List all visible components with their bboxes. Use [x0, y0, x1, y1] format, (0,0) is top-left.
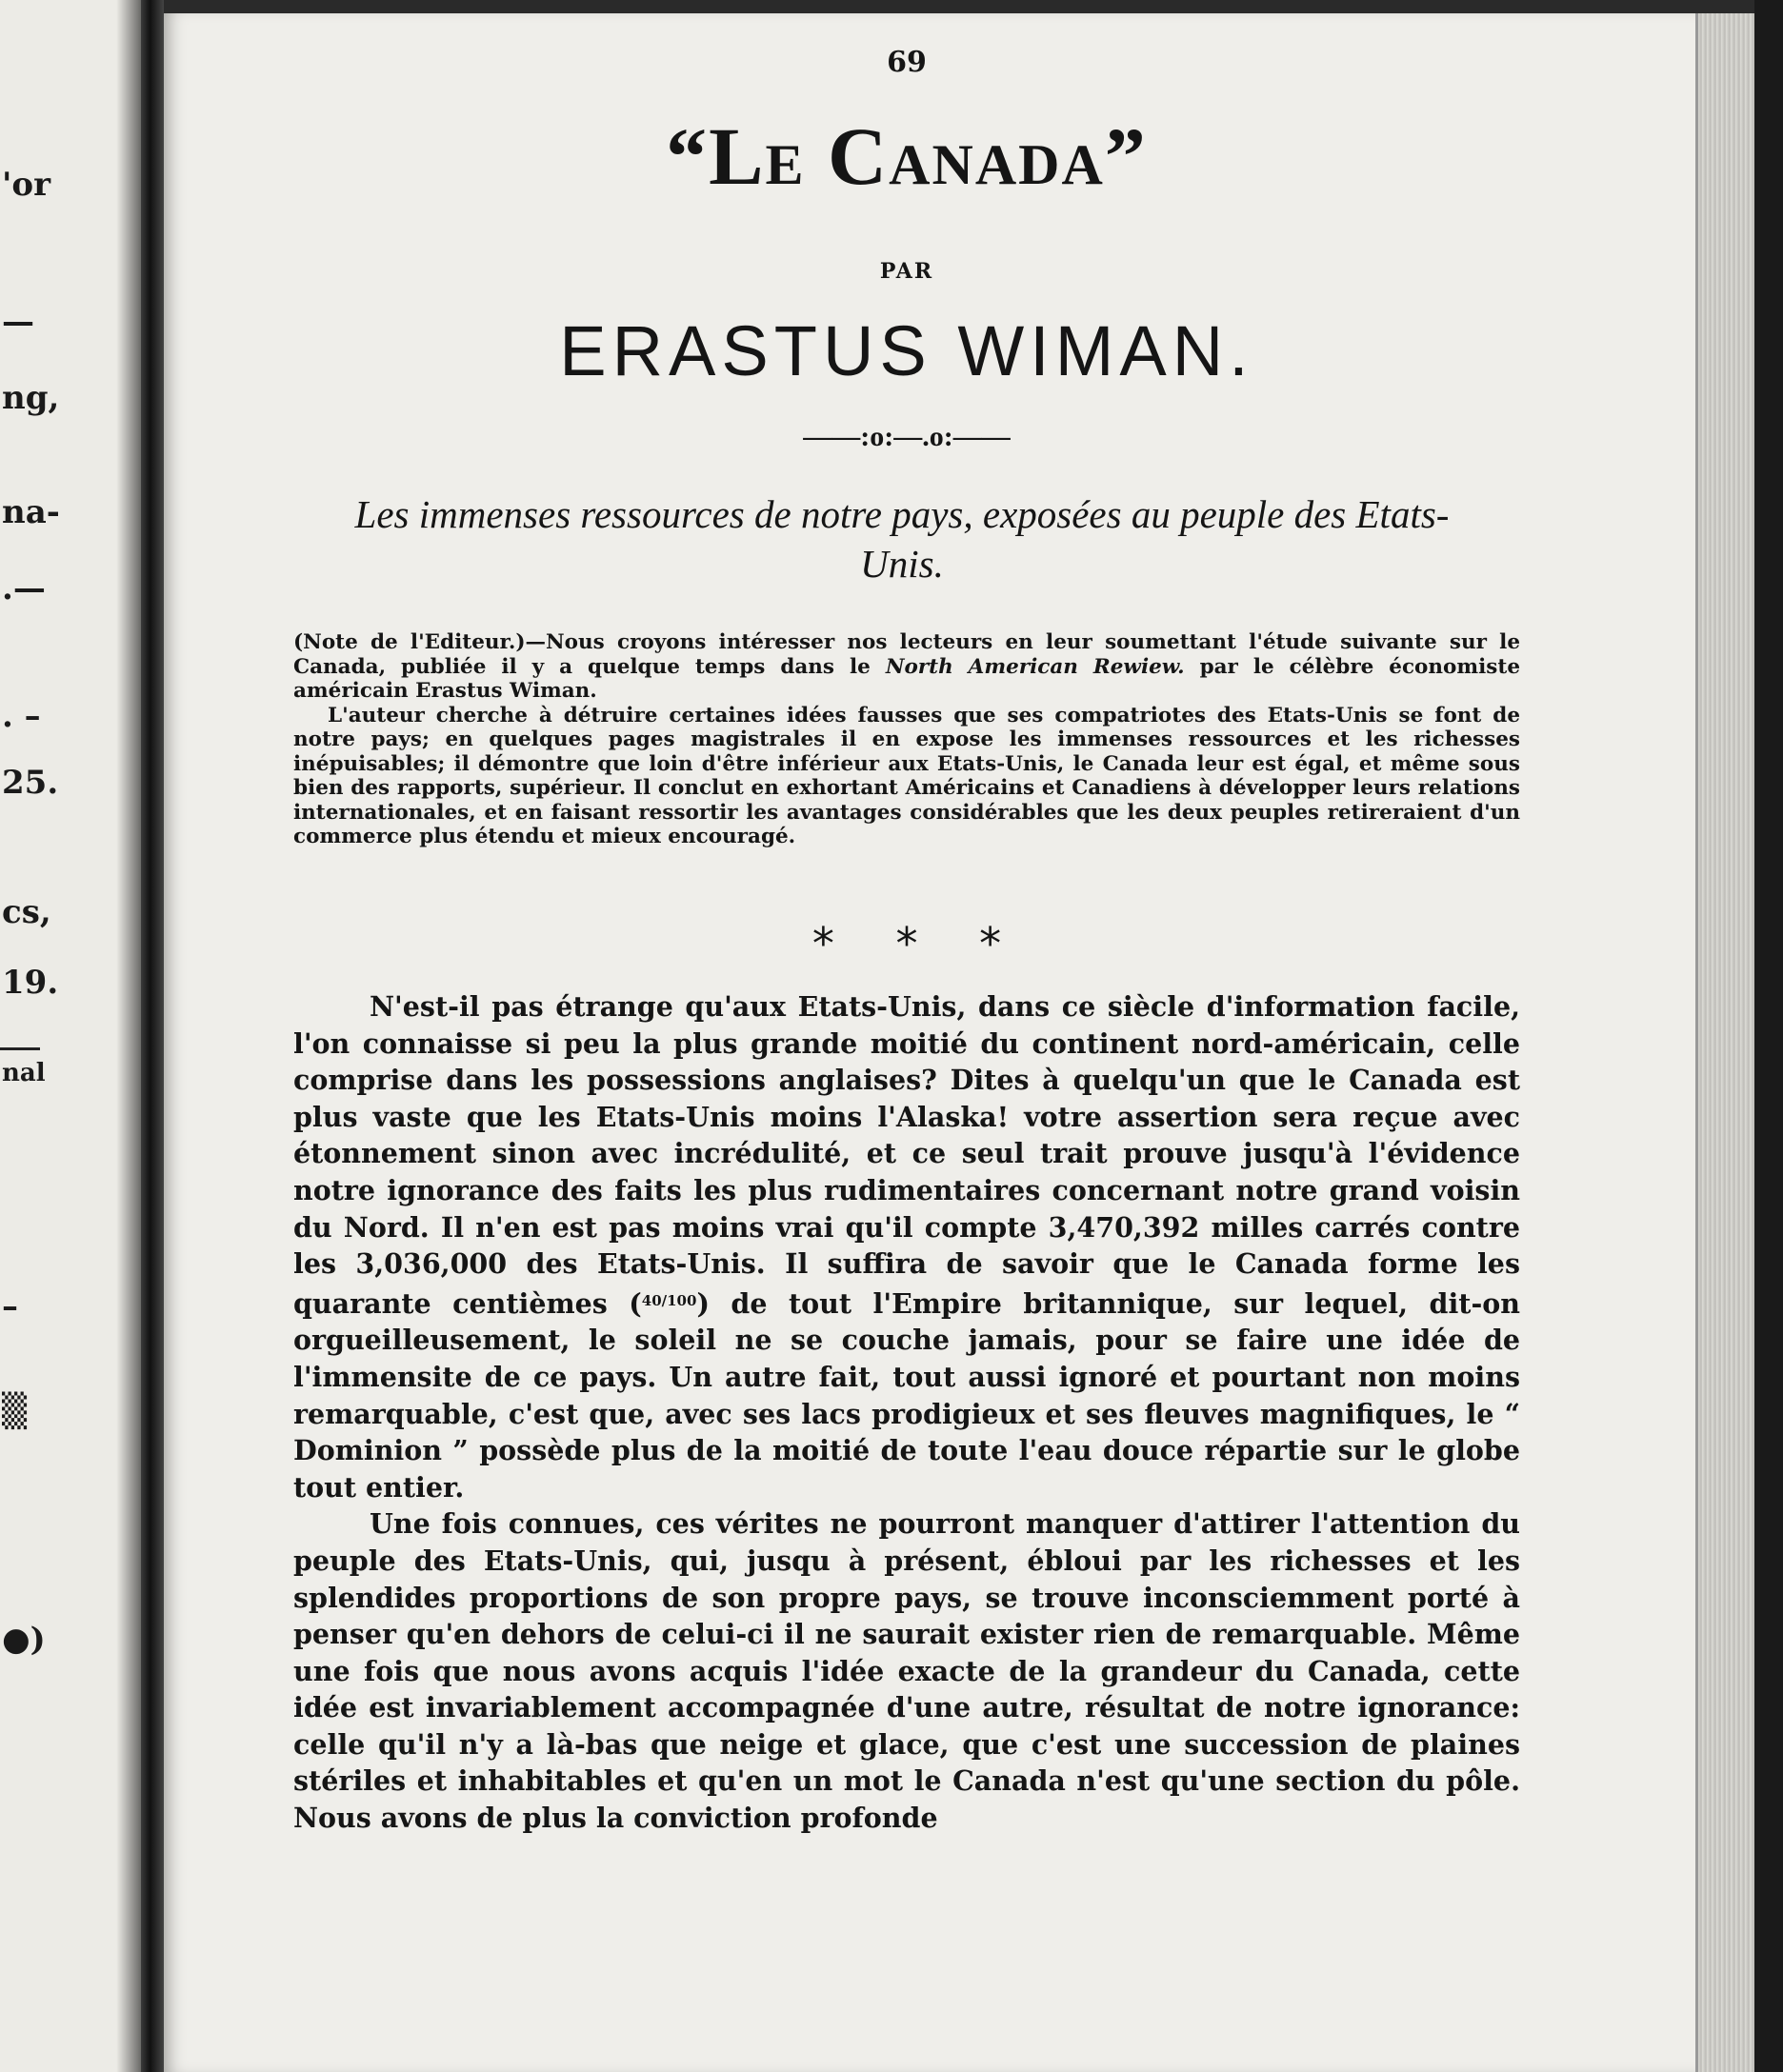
article-title: “Le Canada” — [666, 110, 1148, 202]
author-name: ERASTUS WIMAN. — [559, 311, 1254, 390]
gutter-shadow — [116, 0, 141, 2072]
editor-note-lead: (Note de l'Editeur.)—Nous croyons intéresser nos lecteurs en leur soumettant l'étude suivante sur le Canada, publiée il y a quelque temps dans le — [293, 630, 1520, 679]
page-number: 69 — [887, 46, 927, 79]
fraction: 40/100 — [641, 1291, 697, 1309]
left-page-text: na- — [2, 493, 60, 531]
left-page-text: .— — [2, 569, 46, 608]
body-paragraph — [293, 988, 1520, 1505]
editor-note-tail: par le célèbre économiste américain Erastus Wiman. — [293, 654, 1521, 703]
ornamental-divider: ——:o:—.o:—— — [803, 421, 1011, 452]
body-text: N'est-il pas étrange qu'aux Etats-Unis, dans ce siècle d'information facile, l'on connaisse si peu la plus grande moitié du continent nord-américain, celle comprise dans les possessions anglaises? Dites à quelqu'un que le Canada est plus vaste que les Etats-Unis moins l'Alaska! votre assertion sera reçue avec étonnement sinon avec incrédulité, et ce seul trait prouve jusqu'à l'évidence notre ignorance des faits les plus rudimentaires concernant notre grand voisin du Nord. Il n'en est pas moins vrai qu'il compte 3,470,392 milles carrés contre les 3,036,000 des Etats-Unis. Il suffira de savoir que le Canada forme les quarante centièmes ( — [293, 990, 1520, 1320]
section-separator: * * * — [811, 918, 1002, 969]
book-page — [164, 13, 1695, 2072]
left-page-text: — — [2, 303, 34, 341]
body-text: ) de tout l'Empire britannique, sur lequel, dit-on orgueilleusement, le soleil ne se couche jamais, pour se faire une idée de l'immensite de ce pays. Un autre fait, tout aussi ignoré et pourtant non moins remarquable, c'est que, avec ses lacs prodigieux et ses fleuves magnifiques, le “ Dominion ” possède plus de la moitié de toute l'eau douce répartie sur le globe tout entier. — [293, 1286, 1520, 1504]
editor-note — [293, 630, 1520, 849]
editor-note-paragraph — [293, 630, 1520, 704]
book-gutter — [141, 0, 164, 2072]
body-paragraph: Une fois connues, ces vérites ne pourront manquer d'attirer l'attention du peuple des Etats-Unis, qui, jusqu à présent, ébloui par les richesses et les splendides proportions de son propre pays, se trouve inconsciemment porté à penser qu'en dehors de celui-ci il ne saurait exister rien de remarquable. Même une fois que nous avons acquis l'idée exacte de la grandeur du Canada, cette idée est invariablement accompagnée d'une autre, résultat de notre ignorance: celle qu'il n'y a là-bas que neige et glace, que c'est une succession de plaines stériles et inhabitables et qu'en un mot le Canada n'est qu'une section du pôle. Nous avons de plus la conviction profonde — [293, 1507, 1520, 1835]
left-page-text: cs, — [2, 893, 51, 931]
left-page-text: 25. — [2, 764, 59, 802]
scan-border — [1754, 0, 1783, 2072]
left-page-fragment — [0, 0, 141, 2072]
left-page-text: ng, — [2, 379, 60, 417]
left-page-text: ▒ — [2, 1392, 28, 1430]
left-page-text: ●) — [2, 1621, 46, 1659]
left-page-text: . – — [2, 697, 41, 735]
editor-note-paragraph: L'auteur cherche à détruire certaines idées fausses que ses compatriotes des Etats-Unis se font de notre pays; en quelques pages magistrales il en expose les immenses ressources et les richesses inépuisables; il démontre que loin d'être inférieur aux Etats-Unis, le Canada leur est égal, et même sous bien des rapports, supérieur. Il conclut en exhortant Américains et Canadiens à développer leurs relations internationales, et en faisant ressortir les avantages considérables que les deux peuples retireraient d'un commerce plus étendu et mieux encouragé. — [293, 703, 1520, 848]
page-edges — [1695, 13, 1757, 2072]
left-page-text: 19. — [2, 964, 59, 1002]
article-body — [293, 988, 1520, 1837]
left-page-text: nal — [2, 1059, 46, 1087]
left-page-text: 'or — [2, 166, 50, 204]
byline-par: PAR — [879, 259, 934, 284]
left-page-text: – — [2, 1287, 18, 1325]
journal-name: North American Rewiew. — [885, 654, 1185, 679]
left-page-rule — [0, 1047, 40, 1050]
article-subtitle: Les immenses ressources de notre pays, exposées au peuple des Etats-Unis. — [354, 492, 1450, 586]
